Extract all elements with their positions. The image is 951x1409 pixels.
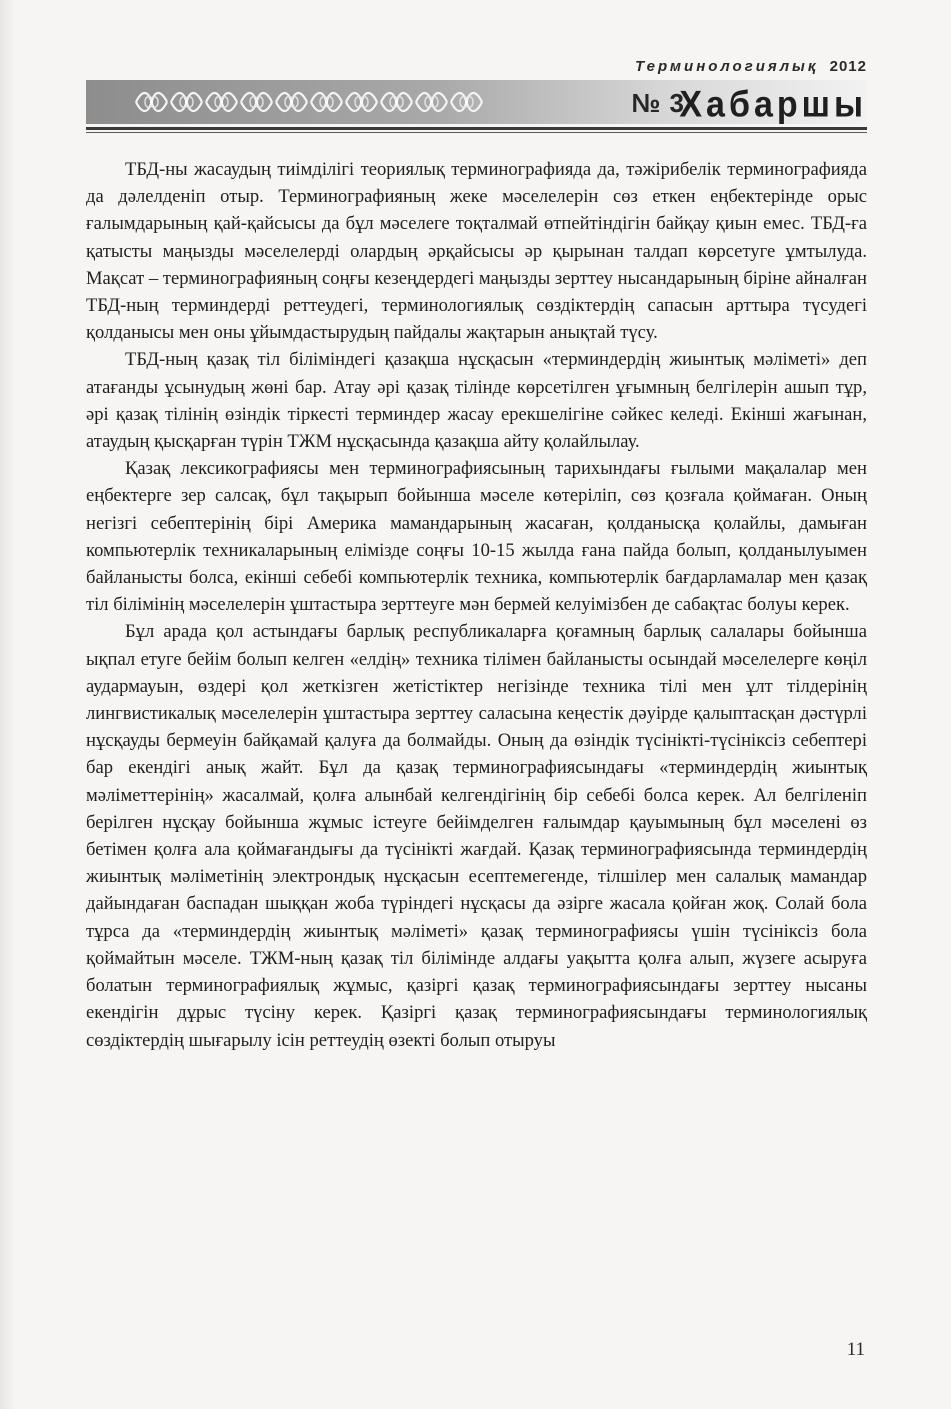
kazakh-ornament-icon — [134, 86, 484, 118]
bulletin-title: Хабаршы — [679, 84, 867, 126]
page-number: 11 — [846, 1339, 865, 1360]
header-rule — [86, 127, 867, 130]
paragraph: Қазақ лексикографиясы мен терминографиясының тарихындағы ғылыми мақалалар мен еңбектерге зер салсақ, бұл тақырып бойынша мәселе көтеріліп, сөз қозғала қоймаған. Оның негізгі себептерінің бірі Америка мамандарының жасаған, қолданысқа қолайлы, дамыған компьютерлік техникаларының елімізде соңғы 10-15 жылда ғана пайда болып, қолданылуымен байланысты болса, екінші себебі компьютерлік техника, компьютерлік бағдарламалар мен қазақ тіл білімінің мәселелерін ұштастыра зерттеуге мән бермей келуімізбен де сабақтас болуы керек. — [86, 458, 867, 616]
page-edge-shadow — [0, 0, 14, 1409]
paragraph: ТБД-ның қазақ тіл біліміндегі қазақша нұсқасын «терминдердің жиынтық мәліметі» деп атағанды ұсынудың жөні бар. Атау әрі қазақ тілінде көрсетілген ұғымның белгілерін ашып тұр, әрі қазақ тілінің өзіндік тіркесті терминдер жасау ерекшелігіне сәйкес келеді. Екінші жағынан, атаудың қысқарған түрін ТЖМ нұсқасында қазақша айту қолайлылау. — [86, 349, 867, 453]
journal-header — [86, 58, 867, 134]
article-body — [86, 156, 867, 1054]
header-rule-thin — [86, 132, 867, 133]
journal-year: 2012 — [829, 58, 867, 75]
journal-name: Терминологиялық — [635, 58, 819, 75]
paragraph: Бұл арада қол астындағы барлық республикаларға қоғамның барлық салалары бойынша ықпал етуге бейім болып келген «елдің» техника тілімен байланысты осындай мәселелерге көңіл аудармауын, өздері қол жеткізген жетістіктер негізінде техника тілі мен ұлт тілдерінің лингвистикалық мәселелерін ұштастыра зерттеу саласына кеңестік дәуірде қалыптасқан дәстүрлі нұсқауды бермеуін байқамай қалуға да болмайды. Оның да өзіндік түсінікті-түсініксіз себептері бар екендігі анық жайт. Бұл да қазақ терминографиясындағы «терминдердің жиынтық мәліметтерінің» жасалмай, қолға алынбай келгендігінің бір себебі болса керек. Ал белгіленіп берілген нұсқау бойынша жұмыс істеуге бейімделген ғалымдар қауымының бұл мәселені өз бетімен қолға ала қоймағандығы да түсінікті жағдай. Қазақ терминографиясында терминдердің жиынтық мәліметінің электрондық нұсқасын есептемегенде, тілшілер мен салалық мамандар дайындаған баспадан шыққан жоба түріндегі нұсқасы да әзірге жасала қойған жоқ. Солай бола тұрса да «терминдердің жиынтық мәліметі» қазақ терминографиясы үшін түсініксіз бола қоймайтын мәселе. ТЖМ-ның қазақ тіл білімінде алдағы уақытта қолға алып, жүзеге асыруға болатын терминографиялық жұмыс, қазіргі қазақ терминографиясындағы зерттеу нысаны екендігін дұрыс түсіну керек. Қазіргі қазақ терминографиясындағы терминологиялық сөздіктердің шығарылу ісін реттеудің өзекті болып отыруы — [86, 621, 867, 1051]
issue-number: № 3 — [631, 88, 685, 118]
journal-title-line — [635, 58, 867, 75]
paragraph: ТБД-ны жасаудың тиімділігі теориялық терминографияда да, тәжірибелік терминографияда да дәлелденіп отыр. Терминографияның жеке мәселелерін сөз еткен еңбектерінде орыс ғалымдарының қай-қайсысы да бұл мәселеге тоқталмай өтпейтіндігін байқау қиын емес. ТБД-ға қатысты маңызды мәселелерді олардың әрқайсысы әр қырынан талдап көрсетуге ұмтылуда. Мақсат – терминографияның соңғы кезеңдердегі маңызды зерттеу нысандарының біріне айналған ТБД-ның терминдерді реттеудегі, терминологиялық сөздіктердің сапасын арттыра түсудегі қолданысы мен оны ұйымдастырудың пайдалы жақтарын анықтай түсу. — [86, 159, 867, 344]
